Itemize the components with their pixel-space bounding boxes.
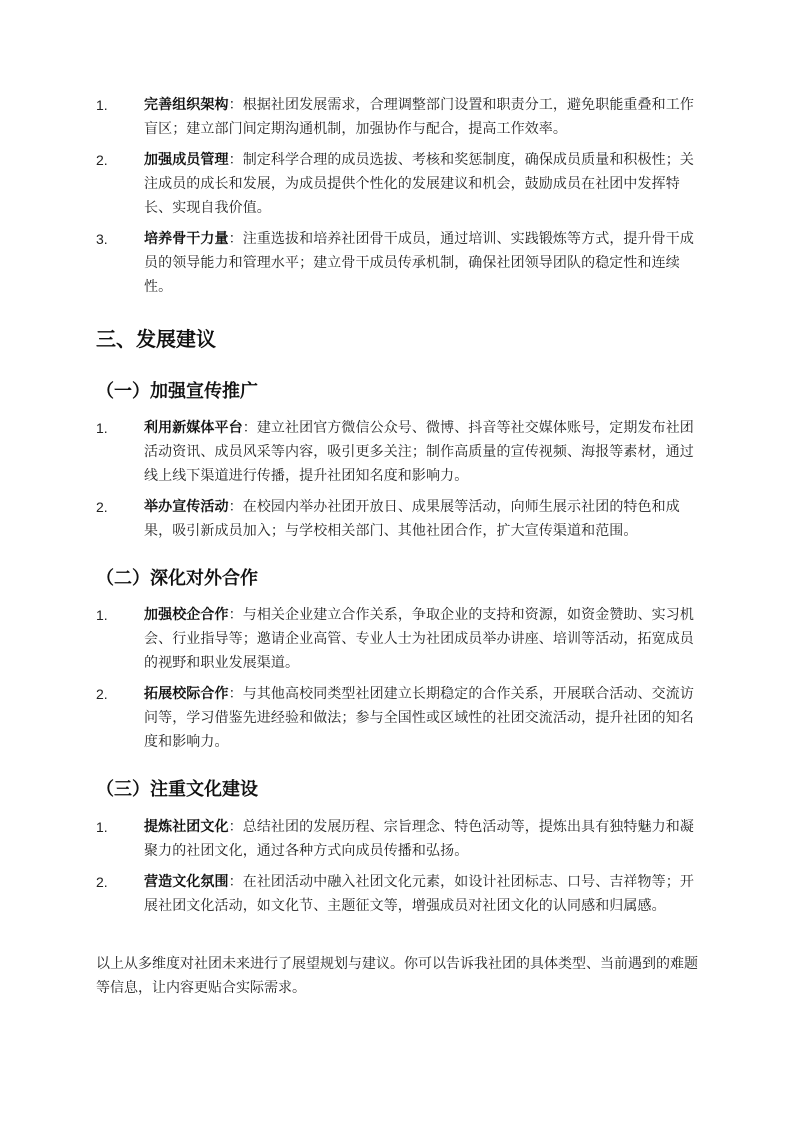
item-description: 在社团活动中融入社团文化元素，如设计社团标志、口号、吉祥物等；开展社团文化活动，如文化节、主题征文等，增强成员对社团文化的认同感和归属感。 — [144, 874, 694, 914]
subsection-heading: （一）加强宣传推广 — [96, 381, 258, 402]
item-separator: ： — [228, 97, 243, 113]
item-separator: ： — [228, 231, 243, 247]
list-item-text — [144, 815, 700, 863]
subsection-heading: （二）深化对外合作 — [96, 568, 258, 589]
list-item-text — [144, 603, 700, 675]
item-separator: ： — [228, 819, 243, 835]
promotion-list — [96, 416, 700, 543]
list-item — [96, 148, 700, 220]
culture-list — [96, 815, 700, 918]
item-term: 培养骨干力量 — [144, 231, 229, 247]
item-description: 根据社团发展需求，合理调整部门设置和职责分工，避免职能重叠和工作盲区；建立部门间定期沟通机制，加强协作与配合，提高工作效率。 — [144, 97, 694, 137]
list-item — [96, 603, 700, 675]
item-description: 与其他高校同类型社团建立长期稳定的合作关系，开展联合活动、交流访问等，学习借鉴先进经验和做法；参与全国性或区域性的社团交流活动，提升社团的知名度和影响力。 — [144, 686, 694, 750]
item-separator: ： — [228, 607, 243, 623]
list-item — [96, 495, 700, 543]
list-item-text — [144, 495, 700, 543]
list-number: 2. — [96, 874, 108, 890]
list-item — [96, 682, 700, 754]
item-description: 注重选拔和培养社团骨干成员，通过培训、实践锻炼等方式，提升骨干成员的领导能力和管理水平；建立骨干成员传承机制，确保社团领导团队的稳定性和连续性。 — [144, 231, 694, 295]
closing-paragraph: 以上从多维度对社团未来进行了展望规划与建议。你可以告诉我社团的具体类型、当前遇到的难题等信息，让内容更贴合实际需求。 — [96, 956, 698, 996]
list-item — [96, 416, 700, 488]
item-separator: ： — [228, 874, 243, 890]
list-item-text — [144, 682, 700, 754]
item-term: 拓展校际合作 — [144, 686, 229, 702]
list-number: 2. — [96, 152, 108, 168]
section-heading: 三、发展建议 — [96, 327, 216, 351]
item-term: 营造文化氛围 — [144, 874, 229, 890]
item-description: 制定科学合理的成员选拔、考核和奖惩制度，确保成员质量和积极性；关注成员的成长和发展，为成员提供个性化的发展建议和机会，鼓励成员在社团中发挥特长、实现自我价值。 — [144, 152, 694, 216]
list-item — [96, 93, 700, 141]
item-term: 提炼社团文化 — [144, 819, 229, 835]
management-list — [96, 93, 700, 299]
list-item-text — [144, 870, 700, 918]
list-item-text — [144, 227, 700, 299]
item-description: 在校园内举办社团开放日、成果展等活动，向师生展示社团的特色和成果，吸引新成员加入；与学校相关部门、其他社团合作，扩大宣传渠道和范围。 — [144, 499, 680, 539]
item-separator: ： — [228, 686, 243, 702]
list-number: 1. — [96, 819, 108, 835]
item-term: 加强校企合作 — [144, 607, 229, 623]
item-separator: ： — [228, 499, 243, 515]
item-term: 举办宣传活动 — [144, 499, 229, 515]
list-number: 1. — [96, 607, 108, 623]
item-description: 与相关企业建立合作关系，争取企业的支持和资源，如资金赞助、实习机会、行业指导等；邀请企业高管、专业人士为社团成员举办讲座、培训等活动，拓宽成员的视野和职业发展渠道。 — [144, 607, 694, 671]
list-item — [96, 815, 700, 863]
list-item — [96, 870, 700, 918]
list-number: 2. — [96, 499, 108, 515]
item-description: 总结社团的发展历程、宗旨理念、特色活动等，提炼出具有独特魅力和凝聚力的社团文化，通过各种方式向成员传播和弘扬。 — [144, 819, 694, 859]
item-description: 建立社团官方微信公众号、微博、抖音等社交媒体账号，定期发布社团活动资讯、成员风采等内容，吸引更多关注；制作高质量的宣传视频、海报等素材，通过线上线下渠道进行传播，提升社团知名度和影响力。 — [144, 420, 694, 484]
list-item-text — [144, 416, 700, 488]
item-separator: ： — [242, 420, 257, 436]
subsection-heading: （三）注重文化建设 — [96, 779, 258, 800]
list-number: 3. — [96, 231, 108, 247]
list-number: 2. — [96, 686, 108, 702]
list-item-text — [144, 93, 700, 141]
list-number: 1. — [96, 420, 108, 436]
list-item-text — [144, 148, 700, 220]
item-term: 完善组织架构 — [144, 97, 229, 113]
item-term: 利用新媒体平台 — [144, 420, 243, 436]
list-item — [96, 227, 700, 299]
item-term: 加强成员管理 — [144, 152, 229, 168]
item-separator: ： — [228, 152, 243, 168]
list-number: 1. — [96, 97, 108, 113]
cooperation-list — [96, 603, 700, 754]
